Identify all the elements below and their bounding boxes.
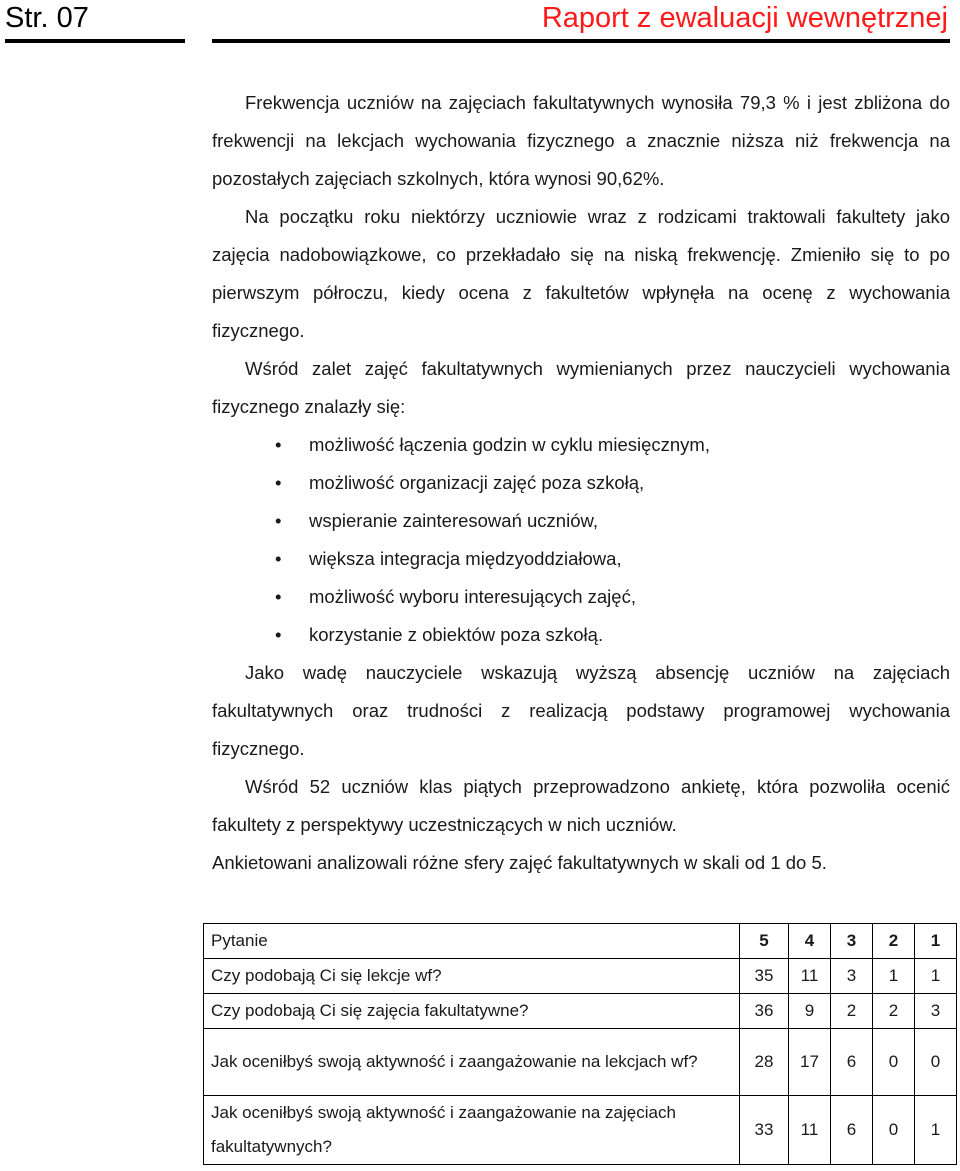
paragraph-advantages-intro: Wśród zalet zajęć fakultatywnych wymienianych przez nauczycieli wychowania fizycznego znalazły się: bbox=[212, 358, 950, 417]
table-row bbox=[204, 1096, 957, 1165]
value-cell: 3 bbox=[915, 994, 957, 1029]
list-item bbox=[212, 540, 950, 578]
table-header-row bbox=[204, 924, 957, 959]
value-cell: 6 bbox=[831, 1096, 873, 1165]
list-item-text: wspieranie zainteresowań uczniów, bbox=[309, 510, 598, 531]
header-score: 2 bbox=[873, 924, 915, 959]
header-score: 4 bbox=[789, 924, 831, 959]
header-score: 5 bbox=[740, 924, 789, 959]
value-cell: 1 bbox=[915, 1096, 957, 1165]
value-cell: 28 bbox=[740, 1029, 789, 1096]
value-cell: 2 bbox=[873, 994, 915, 1029]
bullet-icon: • bbox=[275, 510, 282, 531]
value-cell: 36 bbox=[740, 994, 789, 1029]
question-cell: Czy podobają Ci się zajęcia fakultatywne? bbox=[204, 994, 740, 1029]
page-number: Str. 07 bbox=[5, 2, 89, 34]
header-rule-right bbox=[212, 39, 950, 43]
table-row bbox=[204, 994, 957, 1029]
list-item-text: możliwość organizacji zajęć poza szkołą, bbox=[309, 472, 645, 493]
table-row bbox=[204, 959, 957, 994]
bullet-icon: • bbox=[275, 548, 282, 569]
bullet-icon: • bbox=[275, 472, 282, 493]
list-item-text: korzystanie z obiektów poza szkołą. bbox=[309, 624, 604, 645]
list-item-text: większa integracja międzyoddziałowa, bbox=[309, 548, 622, 569]
list-item bbox=[212, 616, 950, 654]
value-cell: 9 bbox=[789, 994, 831, 1029]
bullet-icon: • bbox=[275, 624, 282, 645]
list-item bbox=[212, 426, 950, 464]
paragraph-beginning-of-year: Na początku roku niektórzy uczniowie wraz z rodzicami traktowali fakultety jako zajęcia nadobowiązkowe, co przekładało się na niską frekwencję. Zmieniło się to po pierwszym półroczu, kiedy ocena z fakultetów wpłynęła na ocenę z wychowania fizycznego. bbox=[212, 206, 950, 341]
header-rule-left bbox=[5, 39, 185, 43]
header-score: 1 bbox=[915, 924, 957, 959]
value-cell: 3 bbox=[831, 959, 873, 994]
paragraph-survey: Wśród 52 uczniów klas piątych przeprowadzono ankietę, która pozwoliła ocenić fakultety z perspektywy uczestniczących w nich uczniów. bbox=[212, 776, 950, 835]
value-cell: 0 bbox=[873, 1096, 915, 1165]
value-cell: 11 bbox=[789, 1096, 831, 1165]
report-title: Raport z ewaluacji wewnętrznej bbox=[541, 2, 948, 34]
value-cell: 11 bbox=[789, 959, 831, 994]
document-body bbox=[212, 84, 950, 882]
list-item bbox=[212, 502, 950, 540]
value-cell: 0 bbox=[873, 1029, 915, 1096]
question-cell: Jak oceniłbyś swoją aktywność i zaangażowanie na lekcjach wf? bbox=[204, 1029, 740, 1096]
value-cell: 17 bbox=[789, 1029, 831, 1096]
paragraph-attendance: Frekwencja uczniów na zajęciach fakultatywnych wynosiła 79,3 % i jest zbliżona do frekwencji na lekcjach wychowania fizycznego a znacznie niższa niż frekwencja na pozostałych zajęciach szkolnych, która wynosi 90,62%. bbox=[212, 92, 950, 189]
list-item-text: możliwość łączenia godzin w cyklu miesięcznym, bbox=[309, 434, 710, 455]
list-item-text: możliwość wyboru interesujących zajęć, bbox=[309, 586, 636, 607]
value-cell: 0 bbox=[915, 1029, 957, 1096]
survey-table bbox=[203, 923, 957, 1165]
header-score: 3 bbox=[831, 924, 873, 959]
page-header bbox=[0, 0, 960, 46]
bullet-icon: • bbox=[275, 586, 282, 607]
header-question: Pytanie bbox=[204, 924, 740, 959]
list-item bbox=[212, 578, 950, 616]
value-cell: 2 bbox=[831, 994, 873, 1029]
advantages-list bbox=[212, 426, 950, 654]
value-cell: 6 bbox=[831, 1029, 873, 1096]
value-cell: 1 bbox=[915, 959, 957, 994]
value-cell: 33 bbox=[740, 1096, 789, 1165]
list-item bbox=[212, 464, 950, 502]
value-cell: 35 bbox=[740, 959, 789, 994]
value-cell: 1 bbox=[873, 959, 915, 994]
question-cell: Jak oceniłbyś swoją aktywność i zaangażowanie na zajęciach fakultatywnych? bbox=[204, 1096, 740, 1165]
table-row bbox=[204, 1029, 957, 1096]
paragraph-scale: Ankietowani analizowali różne sfery zajęć fakultatywnych w skali od 1 do 5. bbox=[212, 852, 827, 873]
paragraph-disadvantages: Jako wadę nauczyciele wskazują wyższą absencję uczniów na zajęciach fakultatywnych oraz trudności z realizacją podstawy programowej wychowania fizycznego. bbox=[212, 662, 950, 759]
question-cell: Czy podobają Ci się lekcje wf? bbox=[204, 959, 740, 994]
bullet-icon: • bbox=[275, 434, 282, 455]
